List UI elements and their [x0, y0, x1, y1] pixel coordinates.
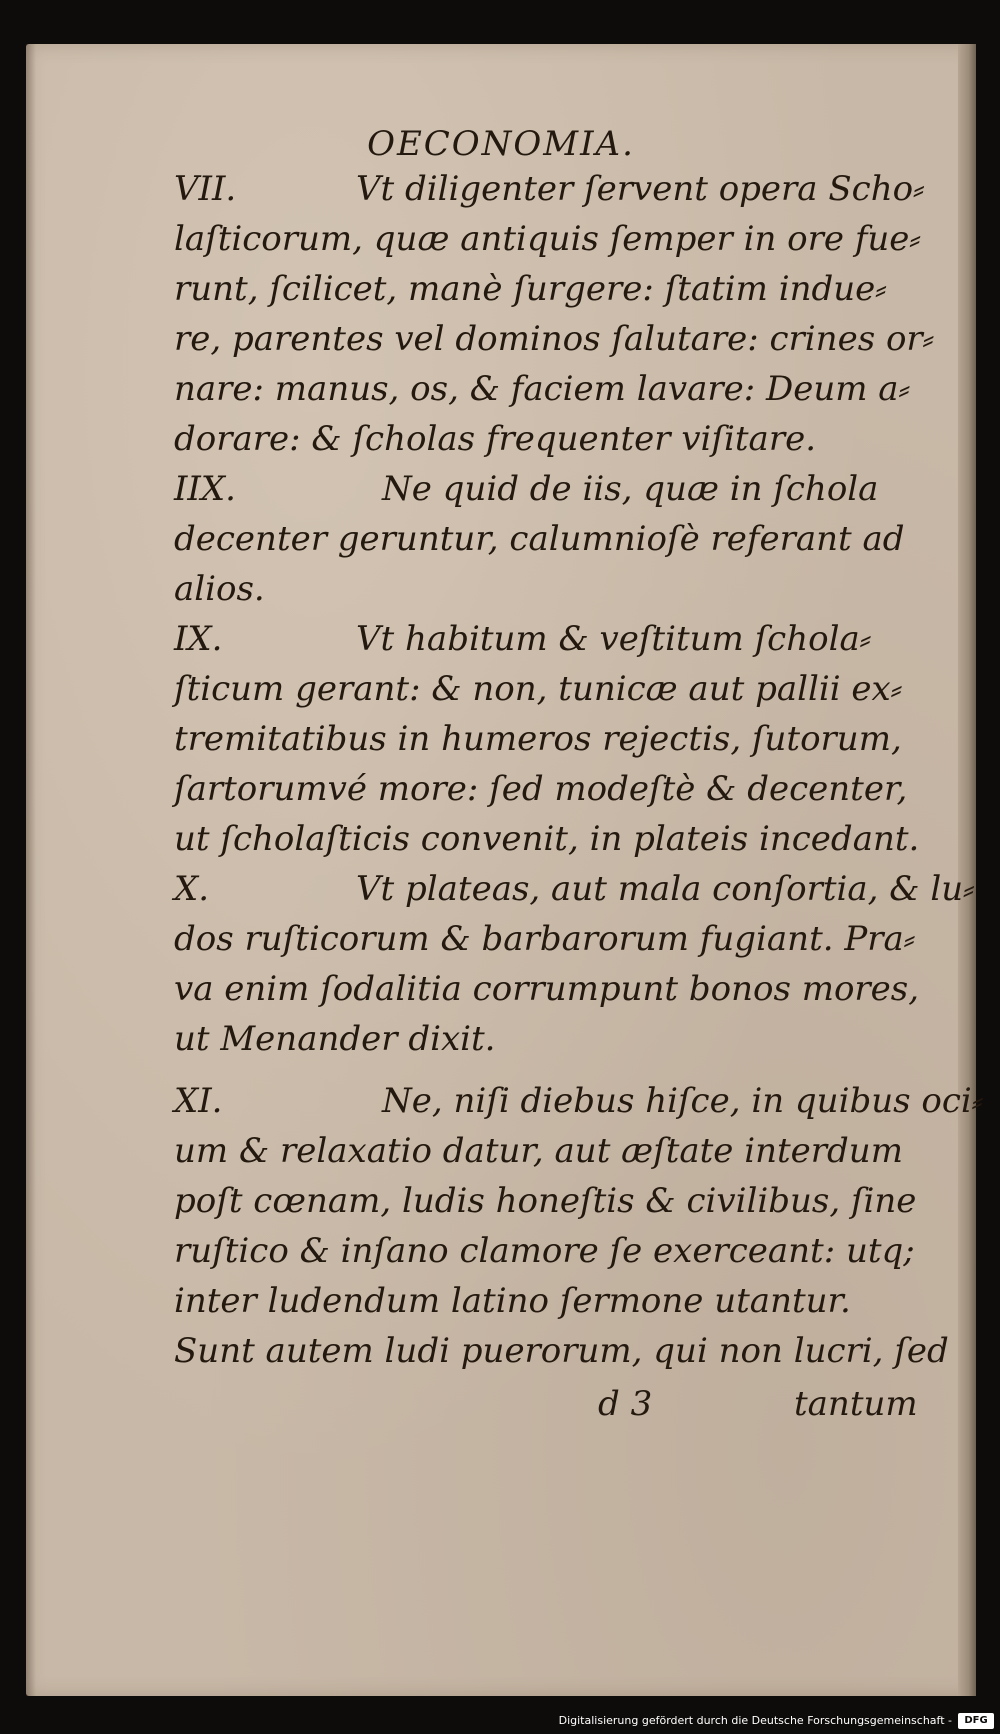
text-line: va enim ſodalitia corrumpunt bonos mores, — [174, 969, 920, 1009]
text-line: dos ruſticorum & barbarorum fugiant. Pra⸗ — [174, 919, 916, 959]
text-line: ut ſcholaſticis convenit, in plateis incedant. — [174, 819, 920, 859]
text-line: inter ludendum latino ſermone utantur. — [174, 1281, 851, 1321]
text-line: Sunt autem ludi puerorum, qui non lucri, ſed — [174, 1331, 949, 1371]
text-line: Vt diligenter ſervent opera Scho⸗ — [356, 169, 925, 209]
item-number: VII. — [174, 169, 237, 209]
text-line: laſticorum, quæ antiquis ſemper in ore fue⸗ — [174, 219, 921, 259]
text-line: Ne quid de iis, quæ in ſchola — [382, 469, 879, 509]
signature-mark: d 3 — [598, 1384, 653, 1424]
text-line: Vt plateas, aut mala conſortia, & lu⸗ — [356, 869, 975, 909]
footer-credit: Digitalisierung gefördert durch die Deutsche Forschungsgemeinschaft - — [558, 1714, 952, 1727]
text-line: Vt habitum & veſtitum ſchola⸗ — [356, 619, 872, 659]
text-line: ut Menander dixit. — [174, 1019, 496, 1059]
text-line: um & relaxatio datur, aut æſtate interdum — [174, 1131, 903, 1171]
text-line: ſticum gerant: & non, tunicæ aut pallii ex⸗ — [174, 669, 903, 709]
text-line: Ne, niſi diebus hiſce, in quibus oci⸗ — [382, 1081, 984, 1121]
page-text — [26, 44, 984, 1696]
book-page — [26, 44, 984, 1696]
item-number: X. — [174, 869, 210, 909]
text-line: runt, ſcilicet, manè ſurgere: ſtatim indue⸗ — [174, 269, 887, 309]
text-line: dorare: & ſcholas frequenter viſitare. — [174, 419, 816, 459]
text-line: alios. — [174, 569, 265, 609]
item-number: IX. — [174, 619, 223, 659]
text-line: re, parentes vel dominos ſalutare: crines or⸗ — [174, 319, 935, 359]
running-head: OECONOMIA. — [367, 124, 635, 164]
item-number: IIX. — [174, 469, 236, 509]
text-line: ſartorumvé more: ſed modeſtè & decenter, — [174, 769, 908, 809]
text-line: decenter geruntur, calumnioſè referant ad — [174, 519, 905, 559]
text-line: tremitatibus in humeros rejectis, ſutorum, — [174, 719, 902, 759]
dfg-logo: DFG — [958, 1713, 994, 1729]
item-number: XI. — [174, 1081, 223, 1121]
catchword: tantum — [794, 1384, 918, 1424]
footer-bar — [0, 1710, 1000, 1734]
text-line: poſt cœnam, ludis honeſtis & civilibus, ſine — [174, 1181, 917, 1221]
text-line: nare: manus, os, & faciem lavare: Deum a⸗ — [174, 369, 910, 409]
text-line: ruſtico & inſano clamore ſe exerceant: utq; — [174, 1231, 915, 1271]
